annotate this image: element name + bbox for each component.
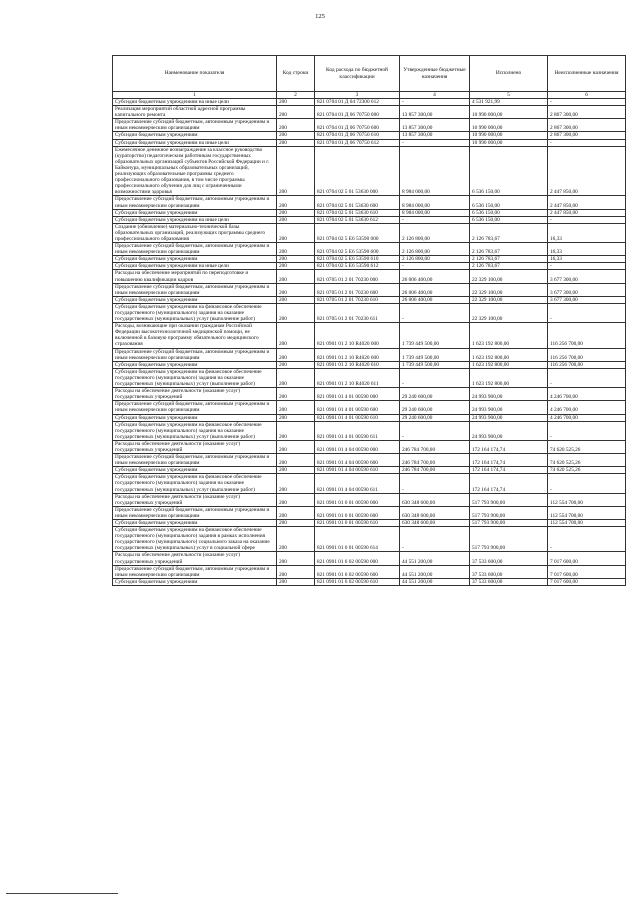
row-budget-code-cell: 821 0901 01 6 02 00590 000 [315,552,400,565]
row-approved-cell: 630 348 600,00 [400,520,470,527]
row-budget-code-cell: 821 0901 01 2 10 R4020 600 [315,348,400,361]
row-executed-cell: 10 990 000,00 [470,106,548,119]
row-executed-cell: 22 329 100,00 [470,283,548,296]
row-remaining-cell: - [548,139,626,146]
row-budget-code-cell: 821 0901 01 4 04 00590 600 [315,454,400,467]
row-executed-cell: 172 164 174,74 [470,454,548,467]
row-line-code-cell: 200 [277,348,315,361]
col-number: 1 [113,92,277,99]
table-row [113,368,626,387]
row-approved-cell: 1 739 449 500,00 [400,323,470,348]
row-line-code-cell: 200 [277,368,315,387]
row-budget-code-cell: 821 0901 01 6 01 00590 610 [315,520,400,527]
row-name-cell: Реализация мероприятий областной адресной программы капитального ремонта [113,106,277,119]
row-name-cell: Расходы на обеспечение деятельности (оказание услуг) государственных учреждений [113,388,277,401]
row-executed-cell: 2 126 783,67 [470,263,548,270]
row-remaining-cell: 116 256 700,00 [548,361,626,368]
row-executed-cell: 37 533 600,00 [470,578,548,585]
row-line-code-cell: 200 [277,243,315,256]
row-line-code-cell: 200 [277,506,315,519]
row-line-code-cell: 200 [277,283,315,296]
table-row [113,139,626,146]
col-number: 2 [277,92,315,99]
row-budget-code-cell: 821 0704 01 Д 04 72300 612 [315,99,400,106]
row-budget-code-cell: 821 0705 01 2 01 70230 610 [315,296,400,303]
row-line-code-cell: 200 [277,467,315,474]
budget-execution-table [112,55,626,586]
table-row [113,283,626,296]
row-name-cell: Субсидии бюджетным учреждениям [113,361,277,368]
row-remaining-cell: 7 017 600,00 [548,552,626,565]
row-executed-cell: 4 531 921,99 [470,99,548,106]
row-name-cell: Субсидии бюджетным учреждениям [113,520,277,527]
row-line-code-cell: 200 [277,414,315,421]
row-approved-cell: 8 984 000,00 [400,196,470,209]
row-remaining-cell: - [548,368,626,387]
row-name-cell: Расходы, возникающие при оказании гражданам Российской Федерации высокотехнологичной медицинской помощи, не включенной в базовую программу обязательного медицинского страхования [113,323,277,348]
row-line-code-cell: 200 [277,106,315,119]
row-name-cell: Предоставление субсидий бюджетным, автономным учреждениям и иным некоммерческим организациям [113,348,277,361]
row-line-code-cell: 200 [277,361,315,368]
row-executed-cell: 6 536 150,00 [470,196,548,209]
row-budget-code-cell: 821 0704 02 5 Е6 53590 610 [315,256,400,263]
row-approved-cell: - [400,474,470,493]
row-remaining-cell: 2 867 300,00 [548,106,626,119]
header-approved: Утвержденные бюджетные назначения [400,56,470,92]
row-remaining-cell: 2 867 300,00 [548,132,626,139]
row-name-cell: Предоставление субсидий бюджетным, автономным учреждениям и иным некоммерческим организациям [113,401,277,414]
row-line-code-cell: 200 [277,578,315,585]
row-remaining-cell: 3 677 300,00 [548,270,626,283]
row-name-cell: Предоставление субсидий бюджетным, автономным учреждениям и иным некоммерческим организациям [113,119,277,132]
row-executed-cell: 6 536 150,00 [470,216,548,223]
row-approved-cell: - [400,139,470,146]
row-budget-code-cell: 821 0705 01 2 01 70230 611 [315,303,400,322]
row-line-code-cell: 200 [277,520,315,527]
row-approved-cell: 1 739 449 500,00 [400,361,470,368]
row-name-cell: Предоставление субсидий бюджетным, автономным учреждениям и иным некоммерческим организациям [113,506,277,519]
row-budget-code-cell: 821 0704 01 Д 06 70750 600 [315,119,400,132]
row-budget-code-cell: 821 0704 02 5 01 53630 600 [315,196,400,209]
row-remaining-cell: 112 554 700,00 [548,493,626,506]
table-row [113,209,626,216]
table-row [113,132,626,139]
footnote-rule [6,893,118,894]
row-executed-cell: 1 623 192 800,00 [470,361,548,368]
row-executed-cell: 22 329 100,00 [470,303,548,322]
row-executed-cell: 10 990 000,00 [470,119,548,132]
row-approved-cell: 13 857 300,00 [400,106,470,119]
row-approved-cell: 29 240 600,00 [400,388,470,401]
row-executed-cell: 2 126 783,67 [470,243,548,256]
column-number-row [113,92,626,99]
row-budget-code-cell: 821 0901 01 2 10 R4020 610 [315,361,400,368]
row-executed-cell: 6 536 150,00 [470,146,548,196]
row-remaining-cell: 2 447 850,00 [548,146,626,196]
col-number: 6 [548,92,626,99]
row-line-code-cell: 200 [277,527,315,552]
table-row [113,527,626,552]
row-approved-cell: 26 006 400,00 [400,283,470,296]
row-line-code-cell: 200 [277,474,315,493]
row-line-code-cell: 200 [277,263,315,270]
row-budget-code-cell: 821 0901 01 4 01 00590 610 [315,414,400,421]
col-number: 5 [470,92,548,99]
row-name-cell: Субсидии бюджетным учреждениям на финансовое обеспечение государственного (муниципального) задания на оказание государственных (муниципальных) услуг (выполнение работ) [113,368,277,387]
row-budget-code-cell: 821 0704 01 Д 06 70750 000 [315,106,400,119]
row-remaining-cell: - [548,474,626,493]
row-budget-code-cell: 821 0704 01 Д 06 70750 612 [315,139,400,146]
table-row [113,323,626,348]
row-name-cell: Субсидии бюджетным учреждениям на финансовое обеспечение государственного (муниципального) задания в рамках исполнения государственного (муниципального) социального заказа на оказание государственных (муниципальных) услуг в социальной сфере [113,527,277,552]
row-executed-cell: 1 623 192 800,00 [470,368,548,387]
row-executed-cell: 24 993 900,00 [470,414,548,421]
row-remaining-cell: 74 620 525,26 [548,454,626,467]
table-row [113,223,626,242]
table-row [113,520,626,527]
row-remaining-cell: 116 256 700,00 [548,348,626,361]
row-line-code-cell: 200 [277,303,315,322]
row-name-cell: Создание (обновление) материально-технической базы образовательных организаций, реализующих программы среднего профессионального образования [113,223,277,242]
row-executed-cell: 22 329 100,00 [470,270,548,283]
row-approved-cell: 630 348 600,00 [400,506,470,519]
table-row [113,578,626,585]
row-remaining-cell: - [548,263,626,270]
table-row [113,146,626,196]
table-row [113,119,626,132]
row-remaining-cell: 116 256 700,00 [548,323,626,348]
row-budget-code-cell: 821 0901 01 2 10 R4020 611 [315,368,400,387]
row-approved-cell: - [400,263,470,270]
row-line-code-cell: 200 [277,565,315,578]
row-budget-code-cell: 821 0901 01 4 01 00590 600 [315,401,400,414]
row-approved-cell: 29 240 600,00 [400,414,470,421]
row-name-cell: Субсидии бюджетным учреждениям [113,578,277,585]
row-executed-cell: 24 993 900,00 [470,421,548,440]
table-row [113,474,626,493]
row-budget-code-cell: 821 0901 01 6 01 00590 000 [315,493,400,506]
row-line-code-cell: 200 [277,216,315,223]
row-remaining-cell: 3 677 300,00 [548,283,626,296]
row-name-cell: Субсидии бюджетным учреждениям на финансовое обеспечение государственного (муниципального) задания на оказание государственных (муниципальных) услуг (выполнение работ) [113,474,277,493]
row-approved-cell: 2 126 800,00 [400,243,470,256]
table-row [113,243,626,256]
row-remaining-cell: 74 620 525,26 [548,440,626,453]
row-name-cell: Субсидии бюджетным учреждениям на финансовое обеспечение государственного (муниципального) задания на оказание государственных (муниципальных) услуг (выполнение работ) [113,303,277,322]
row-approved-cell: 13 857 300,00 [400,132,470,139]
row-line-code-cell: 200 [277,196,315,209]
header-indicator-name: Наименование показателя [113,56,277,92]
row-budget-code-cell: 821 0901 01 6 02 00590 600 [315,565,400,578]
row-name-cell: Расходы на обеспечение мероприятий по переподготовке и повышению квалификации кадров [113,270,277,283]
table-row [113,493,626,506]
row-approved-cell: 246 784 700,00 [400,467,470,474]
row-remaining-cell: 2 447 850,00 [548,196,626,209]
row-remaining-cell: 7 017 600,00 [548,578,626,585]
row-line-code-cell: 200 [277,552,315,565]
row-name-cell: Субсидии бюджетным учреждениям [113,296,277,303]
row-line-code-cell: 200 [277,454,315,467]
table-row [113,106,626,119]
table-row [113,196,626,209]
row-executed-cell: 517 793 900,00 [470,527,548,552]
row-line-code-cell: 200 [277,388,315,401]
row-executed-cell: 1 623 192 800,00 [470,323,548,348]
row-name-cell: Субсидии бюджетным учреждениям [113,209,277,216]
header-remaining: Неисполненные назначения [548,56,626,92]
row-approved-cell: 44 551 200,00 [400,552,470,565]
table-row [113,263,626,270]
row-budget-code-cell: 821 0704 01 Д 06 70750 610 [315,132,400,139]
table-row [113,552,626,565]
row-executed-cell: 6 536 150,00 [470,209,548,216]
row-line-code-cell: 200 [277,440,315,453]
row-remaining-cell: 74 620 525,26 [548,467,626,474]
table-row [113,216,626,223]
row-remaining-cell: 16,33 [548,223,626,242]
header-executed: Исполнено [470,56,548,92]
table-row [113,414,626,421]
row-name-cell: Субсидии бюджетным учреждениям на иные цели [113,99,277,106]
table-row [113,467,626,474]
row-remaining-cell: - [548,527,626,552]
row-approved-cell: 2 126 800,00 [400,256,470,263]
row-remaining-cell: 2 447 850,00 [548,209,626,216]
row-approved-cell: 246 784 700,00 [400,454,470,467]
row-line-code-cell: 200 [277,421,315,440]
row-executed-cell: 10 990 000,00 [470,132,548,139]
row-remaining-cell: 3 677 300,00 [548,296,626,303]
table-row [113,256,626,263]
row-name-cell: Предоставление субсидий бюджетным, автономным учреждениям и иным некоммерческим организациям [113,243,277,256]
row-executed-cell: 517 793 900,00 [470,506,548,519]
row-approved-cell: 8 984 000,00 [400,146,470,196]
row-name-cell: Предоставление субсидий бюджетным, автономным учреждениям и иным некоммерческим организациям [113,196,277,209]
row-remaining-cell: 16,33 [548,256,626,263]
row-line-code-cell: 200 [277,296,315,303]
row-remaining-cell: 2 867 300,00 [548,119,626,132]
row-approved-cell: 29 240 600,00 [400,401,470,414]
table-row [113,440,626,453]
row-name-cell: Ежемесячное денежное вознаграждение за классное руководство (кураторство) педагогическим работникам государственных образовательных организаций субъектов Российской Федерации и г. Байконура, муниципальных образовательных организаций, реализующих образовательные программы среднего профессионального образования, в том числе программы профессионального обучения для лиц с ограниченными возможностями здоровья [113,146,277,196]
row-executed-cell: 517 793 900,00 [470,520,548,527]
row-budget-code-cell: 821 0901 01 4 04 00590 000 [315,440,400,453]
row-name-cell: Предоставление субсидий бюджетным, автономным учреждениям и иным некоммерческим организациям [113,283,277,296]
row-budget-code-cell: 821 0704 02 5 Е6 53590 000 [315,223,400,242]
table-row [113,388,626,401]
row-name-cell: Субсидии бюджетным учреждениям [113,256,277,263]
row-executed-cell: 517 793 900,00 [470,493,548,506]
row-approved-cell: 13 857 300,00 [400,119,470,132]
col-number: 3 [315,92,400,99]
row-budget-code-cell: 821 0901 01 6 02 00590 610 [315,578,400,585]
row-budget-code-cell: 821 0901 01 4 04 00590 611 [315,474,400,493]
row-line-code-cell: 200 [277,146,315,196]
row-line-code-cell: 200 [277,401,315,414]
row-name-cell: Расходы на обеспечение деятельности (оказание услуг) государственных учреждений [113,552,277,565]
row-line-code-cell: 200 [277,209,315,216]
row-approved-cell: 26 006 400,00 [400,296,470,303]
row-approved-cell: 630 348 600,00 [400,493,470,506]
row-executed-cell: 2 126 783,67 [470,256,548,263]
row-line-code-cell: 200 [277,132,315,139]
table-row [113,401,626,414]
row-approved-cell: 44 551 200,00 [400,578,470,585]
row-approved-cell: 44 551 200,00 [400,565,470,578]
row-remaining-cell: 4 246 700,00 [548,414,626,421]
row-remaining-cell: - [548,421,626,440]
row-name-cell: Субсидии бюджетным учреждениям [113,132,277,139]
row-budget-code-cell: 821 0901 01 2 10 R4020 000 [315,323,400,348]
row-approved-cell: 2 126 800,00 [400,223,470,242]
row-remaining-cell: 4 246 700,00 [548,401,626,414]
row-name-cell: Субсидии бюджетным учреждениям [113,414,277,421]
row-executed-cell: 172 164 174,74 [470,440,548,453]
row-remaining-cell: 16,33 [548,243,626,256]
page-number: 125 [315,13,325,20]
row-executed-cell: 24 993 900,00 [470,401,548,414]
row-executed-cell: 172 164 174,74 [470,467,548,474]
row-budget-code-cell: 821 0705 01 2 01 70230 600 [315,283,400,296]
header-row [113,56,626,92]
row-budget-code-cell: 821 0705 01 2 01 70230 000 [315,270,400,283]
table-row [113,99,626,106]
row-executed-cell: 172 164 174,74 [470,474,548,493]
row-remaining-cell: - [548,216,626,223]
row-budget-code-cell: 821 0901 01 6 01 00590 614 [315,527,400,552]
row-executed-cell: 22 329 100,00 [470,296,548,303]
row-approved-cell: - [400,99,470,106]
row-budget-code-cell: 821 0901 01 4 04 00590 610 [315,467,400,474]
row-name-cell: Субсидии бюджетным учреждениям на иные цели [113,216,277,223]
row-approved-cell: - [400,216,470,223]
row-executed-cell: 1 623 192 800,00 [470,348,548,361]
row-approved-cell: - [400,527,470,552]
row-executed-cell: 2 126 783,67 [470,223,548,242]
row-line-code-cell: 200 [277,323,315,348]
table-row [113,506,626,519]
row-budget-code-cell: 821 0704 02 5 01 53630 612 [315,216,400,223]
row-approved-cell: 246 784 700,00 [400,440,470,453]
row-line-code-cell: 200 [277,270,315,283]
row-line-code-cell: 200 [277,493,315,506]
row-approved-cell: 1 739 449 500,00 [400,348,470,361]
row-remaining-cell: - [548,303,626,322]
row-budget-code-cell: 821 0901 01 4 01 00590 000 [315,388,400,401]
row-name-cell: Расходы на обеспечение деятельности (оказание услуг) государственных учреждений [113,493,277,506]
row-name-cell: Предоставление субсидий бюджетным, автономным учреждениям и иным некоммерческим организациям [113,454,277,467]
row-remaining-cell: 112 554 700,00 [548,520,626,527]
row-approved-cell: - [400,421,470,440]
row-executed-cell: 24 993 900,00 [470,388,548,401]
table-row [113,270,626,283]
table-row [113,348,626,361]
header-budget-code: Код расхода по бюджетной классификации [315,56,400,92]
row-approved-cell: 8 984 000,00 [400,209,470,216]
header-line-code: Код строки [277,56,315,92]
table-row [113,361,626,368]
table-row [113,303,626,322]
row-budget-code-cell: 821 0704 02 5 01 53630 610 [315,209,400,216]
row-budget-code-cell: 821 0901 01 6 01 00590 600 [315,506,400,519]
row-budget-code-cell: 821 0704 02 5 Е6 53590 612 [315,263,400,270]
row-approved-cell: 26 006 400,00 [400,270,470,283]
row-executed-cell: 37 533 600,00 [470,552,548,565]
row-line-code-cell: 200 [277,99,315,106]
row-name-cell: Субсидии бюджетным учреждениям на иные цели [113,263,277,270]
table-row [113,565,626,578]
row-budget-code-cell: 821 0704 02 5 01 53630 000 [315,146,400,196]
row-name-cell: Расходы на обеспечение деятельности (оказание услуг) государственных учреждений [113,440,277,453]
table-body [113,99,626,586]
row-budget-code-cell: 821 0901 01 4 01 00590 611 [315,421,400,440]
row-remaining-cell: 7 017 600,00 [548,565,626,578]
row-name-cell: Предоставление субсидий бюджетным, автономным учреждениям и иным некоммерческим организациям [113,565,277,578]
row-executed-cell: 37 533 600,00 [470,565,548,578]
row-name-cell: Субсидии бюджетным учреждениям [113,467,277,474]
row-remaining-cell: - [548,99,626,106]
table-row [113,296,626,303]
table-row [113,421,626,440]
row-approved-cell: - [400,303,470,322]
col-number: 4 [400,92,470,99]
table-row [113,454,626,467]
row-line-code-cell: 200 [277,223,315,242]
row-executed-cell: 10 990 000,00 [470,139,548,146]
row-name-cell: Субсидии бюджетным учреждениям на финансовое обеспечение государственного (муниципального) задания на оказание государственных (муниципальных) услуг (выполнение работ) [113,421,277,440]
row-remaining-cell: 112 554 700,00 [548,506,626,519]
row-budget-code-cell: 821 0704 02 5 Е6 53590 600 [315,243,400,256]
row-line-code-cell: 200 [277,119,315,132]
row-line-code-cell: 200 [277,139,315,146]
row-approved-cell: - [400,368,470,387]
row-remaining-cell: 4 246 700,00 [548,388,626,401]
row-name-cell: Субсидии бюджетным учреждениям на иные цели [113,139,277,146]
row-line-code-cell: 200 [277,256,315,263]
